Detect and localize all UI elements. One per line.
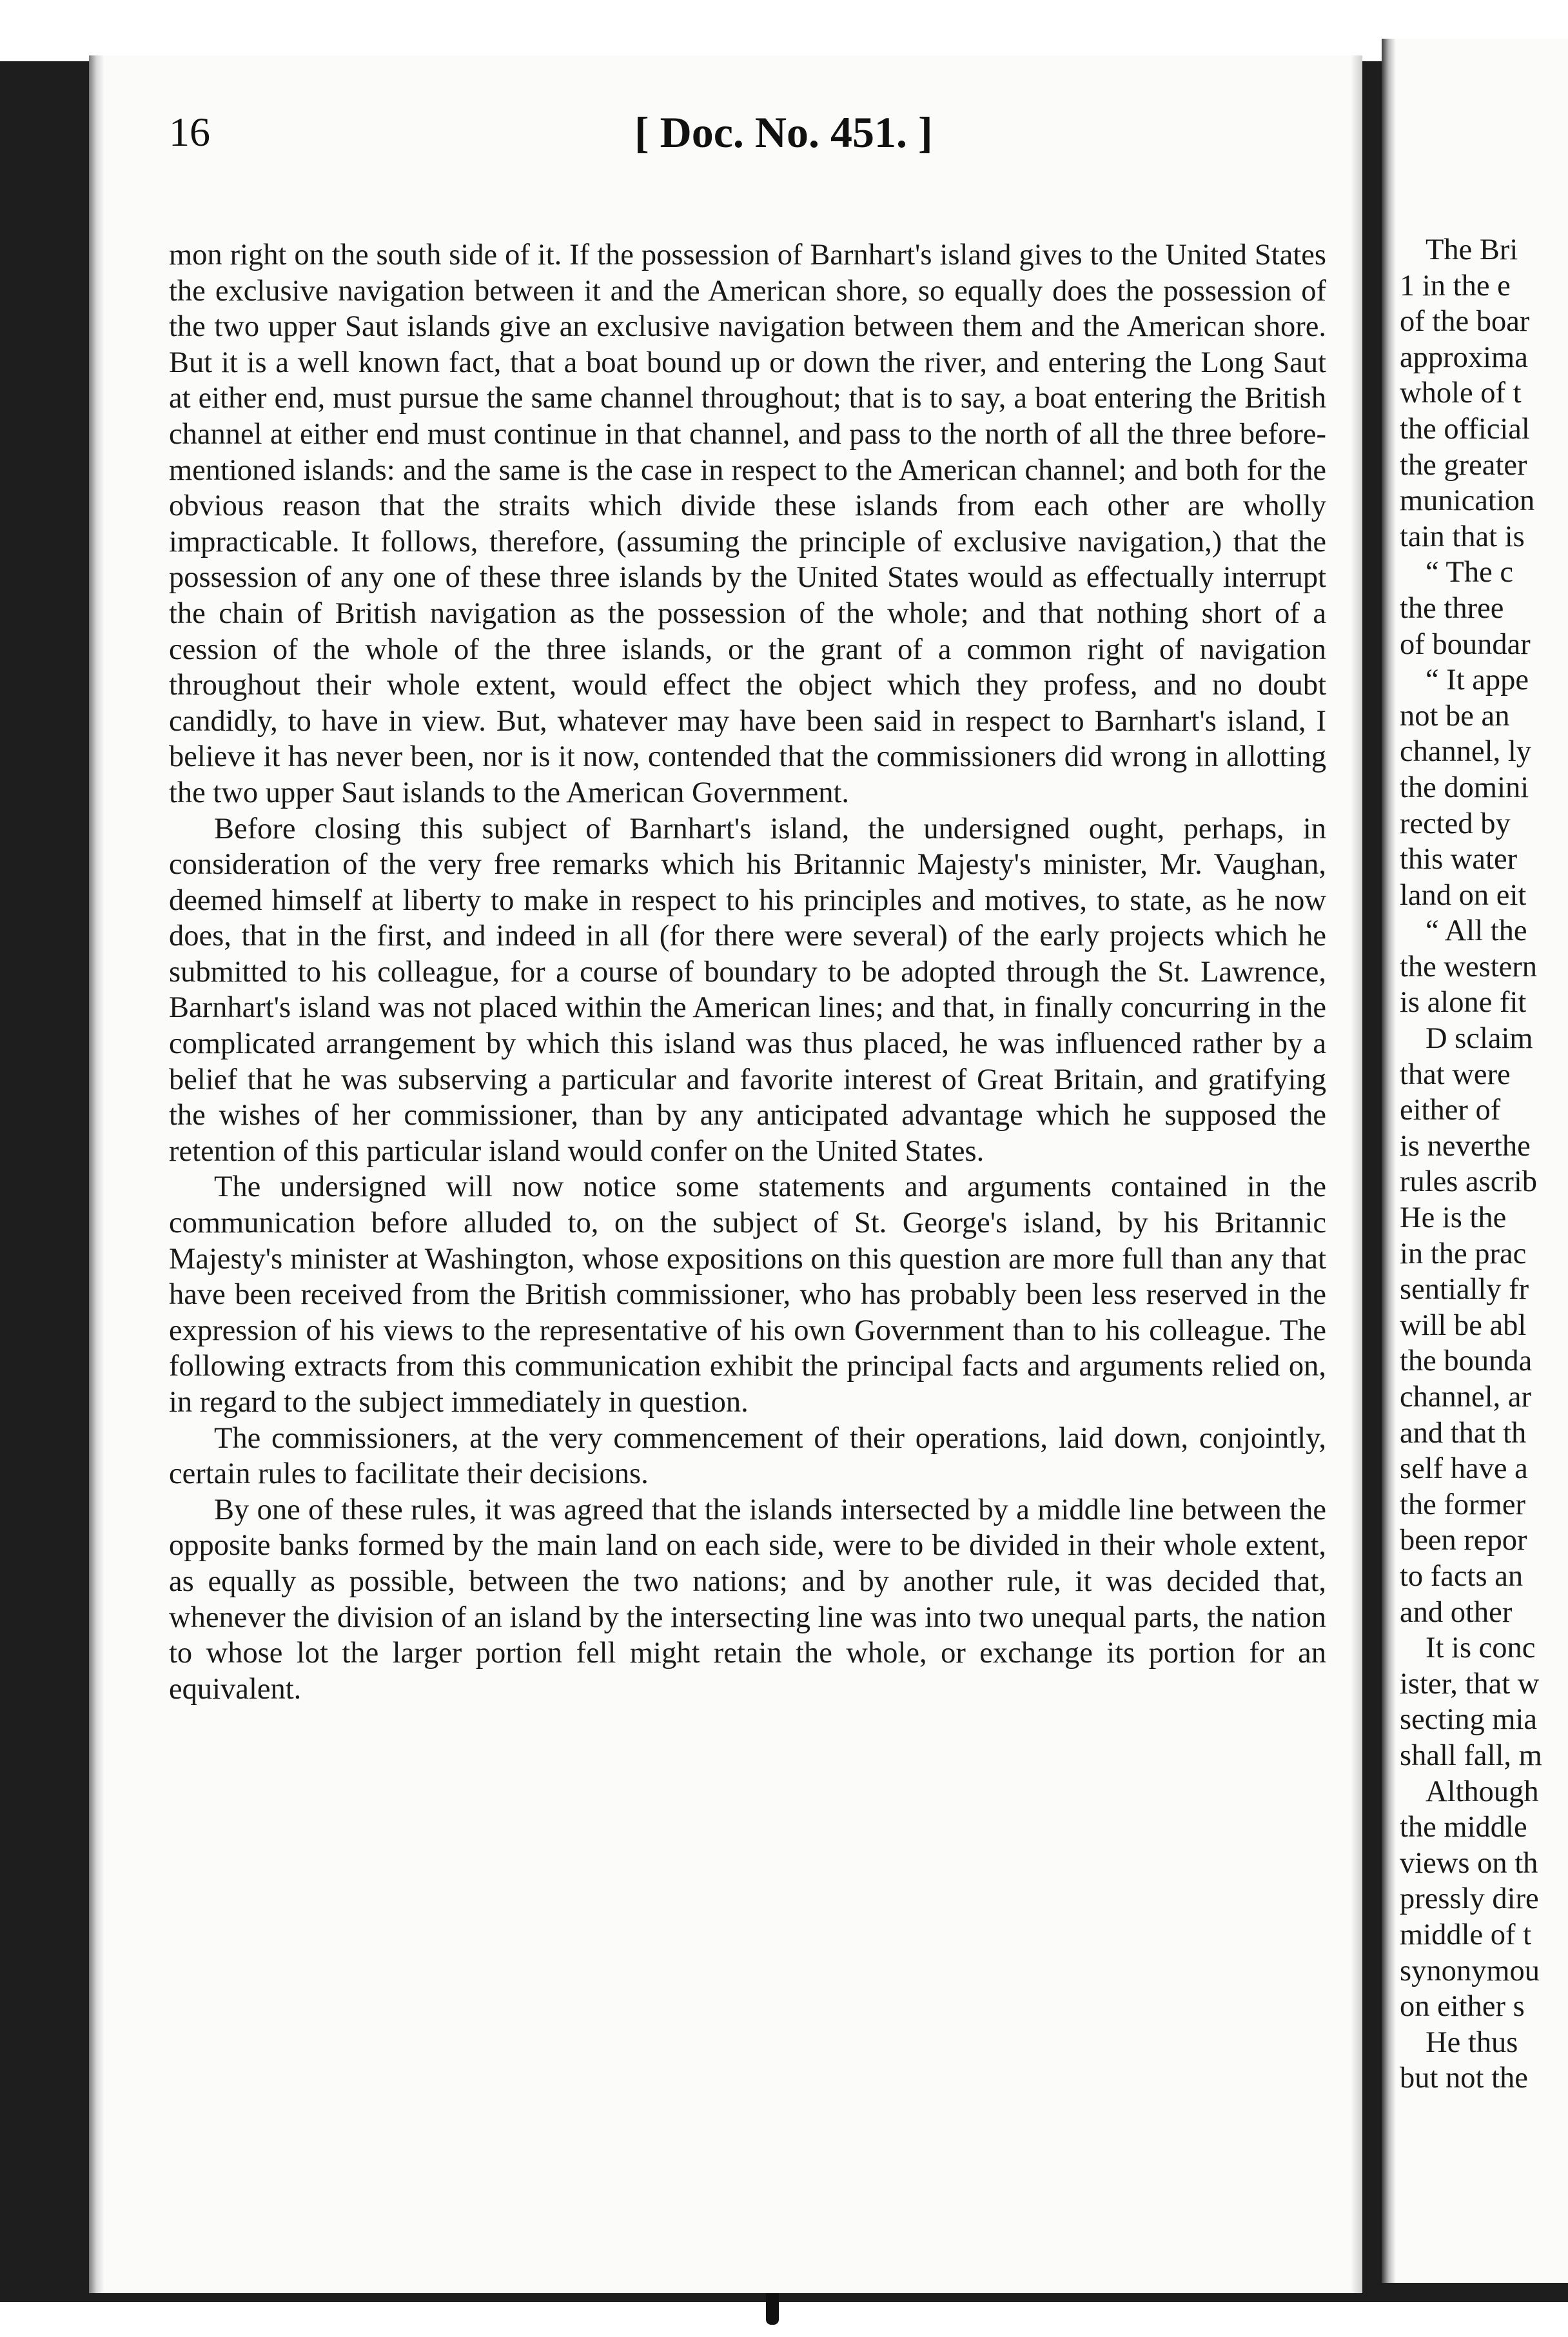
- facing-page: [1382, 39, 1568, 2283]
- facing-page-line: middle of t: [1400, 1918, 1532, 1951]
- facing-page-line: synonymou: [1400, 1954, 1540, 1987]
- facing-page-line: munication: [1400, 484, 1535, 518]
- facing-page-line: but not the: [1400, 2062, 1528, 2095]
- scan-border-top: [0, 0, 1568, 61]
- facing-page-line: the middle: [1400, 1811, 1527, 1844]
- facing-page-line: rected by: [1400, 807, 1511, 840]
- facing-page-line: been repor: [1400, 1524, 1527, 1557]
- facing-page-line: self have a: [1400, 1452, 1528, 1486]
- paragraph-3: The undersigned will now notice some statements and arguments contained in the communication before alluded to, on the subject of St. George's island, by his Britannic Majesty's minister at Washington, whose expositions on this question are more full than any that have been received from the British commissioner, who has probably been less reserved in the expression of his views to the representative of his own Government than to his colleague. The following extracts from this communication exhibit the principal facts and arguments relied on, in regard to the subject immediately in question.: [169, 1170, 1326, 1419]
- document-label: [ Doc. No. 451. ]: [634, 108, 933, 157]
- facing-page-line: either of: [1400, 1094, 1501, 1127]
- facing-page-line: of boundar: [1400, 627, 1531, 661]
- facing-page-line: is neverthe: [1400, 1129, 1531, 1163]
- facing-page-line: D sclaim: [1426, 1022, 1533, 1056]
- facing-page-line: the greater: [1400, 448, 1527, 482]
- facing-page-line: pressly dire: [1400, 1882, 1539, 1916]
- facing-page-line: the domini: [1400, 771, 1529, 804]
- facing-page-line: to facts an: [1400, 1559, 1524, 1593]
- facing-page-line: views on th: [1400, 1846, 1538, 1880]
- facing-page-line: in the prac: [1400, 1237, 1527, 1270]
- facing-page-line: It is conc: [1426, 1632, 1536, 1665]
- facing-page-line: “ It appe: [1426, 664, 1529, 697]
- facing-page-line: rules ascrib: [1400, 1165, 1538, 1199]
- facing-page-line: the bounda: [1400, 1345, 1533, 1378]
- facing-page-line: whole of t: [1400, 377, 1522, 410]
- facing-page-line: on either s: [1400, 1990, 1525, 2024]
- page-body: [169, 237, 1326, 1707]
- paragraph-1: mon right on the south side of it. If the possession of Barnhart's island gives to the United States the exclusive navigation between it and the American shore, so equally does the possession of the two upper Saut islands give an exclusive navigation between them and the American shore. But it is a well known fact, that a boat bound up or down the river, and entering the Long Saut at either end, must pursue the same channel throughout; that is to say, a boat entering the British channel at either end must continue in that channel, and pass to the north of all the three before-mentioned islands: and the same is the case in respect to the American channel; and both for the obvious reason that the straits which divide these islands from each other are wholly impracticable. It follows, therefore, (assuming the principle of exclusive navigation,) that the possession of any one of these three islands by the United States would as effectually interrupt the chain of British navigation as the possession of the whole; and that nothing short of a cession of the whole of the three islands, or the grant of a common right of navigation throughout their whole extent, would effect the object which they profess, and no doubt candidly, to have in view. But, whatever may have been said in respect to Barnhart's island, I believe it has never been, nor is it now, contended that the commissioners did wrong in allotting the two upper Saut islands to the American Government.: [169, 239, 1326, 809]
- facing-page-line: the former: [1400, 1488, 1525, 1521]
- facing-page-line: not be an: [1400, 699, 1510, 733]
- facing-page-line: The Bri: [1426, 233, 1518, 266]
- facing-page-line: shall fall, m: [1400, 1739, 1542, 1772]
- facing-page-line: is alone fit: [1400, 986, 1527, 1020]
- facing-page-line: He thus: [1426, 2026, 1518, 2059]
- facing-page-line: and that th: [1400, 1416, 1527, 1450]
- facing-page-line: and other: [1400, 1595, 1513, 1629]
- facing-page-line: channel, ly: [1400, 735, 1532, 769]
- paragraph-5: By one of these rules, it was agreed that the islands intersected by a middle line between the opposite banks formed by the main land on each side, were to be divided in their whole extent, as equally as possible, between the two nations; and by another rule, it was decided that, whenever the division of an island by the intersecting line was into two unequal parts, the nation to whose lot the larger portion fell might retain the whole, or exchange its portion for an equivalent.: [169, 1493, 1326, 1706]
- page-header: [169, 103, 1342, 161]
- facing-page-line: secting mia: [1400, 1703, 1538, 1737]
- facing-page-line: channel, ar: [1400, 1381, 1531, 1414]
- facing-page-line: that were: [1400, 1058, 1511, 1091]
- facing-page-line: He is the: [1400, 1201, 1507, 1235]
- facing-page-line: the western: [1400, 950, 1538, 983]
- facing-page-line: “ All the: [1426, 914, 1527, 948]
- facing-page-line: sentially fr: [1400, 1273, 1529, 1307]
- facing-page-line: “ The c: [1426, 556, 1513, 589]
- paragraph-2: Before closing this subject of Barnhart's island, the undersigned ought, perhaps, in consideration of the very free remarks which his Britannic Majesty's minister, Mr. Vaughan, deemed himself at liberty to make in respect to his principles and motives, to state, as he now does, that in the first, and indeed in all (for there were several) of the early projects which he submitted to his colleague, for a course of boundary to be adopted through the St. Lawrence, Barnhart's island was not placed within the American lines; and that, in finally concurring in the complicated arrangement by which this island was thus placed, he was influenced rather by a belief that he was subserving a particular and favorite interest of Great Britain, and gratifying the wishes of her commissioner, than by any anticipated advantage which he supposed the retention of this particular island would confer on the United States.: [169, 812, 1326, 1168]
- page-binding-edge: [89, 55, 104, 2293]
- facing-page-line: land on eit: [1400, 878, 1527, 912]
- facing-page-line: 1 in the e: [1400, 269, 1511, 302]
- facing-page-text: [1400, 232, 1568, 2096]
- paragraph-4: The commissioners, at the very commencement of their operations, laid down, conjointly, certain rules to facilitate their decisions.: [169, 1421, 1326, 1491]
- page-number: 16: [169, 109, 210, 155]
- facing-page-line: ister, that w: [1400, 1667, 1540, 1701]
- facing-page-line: Although: [1426, 1775, 1539, 1808]
- facing-page-line: of the boar: [1400, 305, 1530, 339]
- page-fold-edge: [1351, 55, 1362, 2293]
- facing-page-line: will be abl: [1400, 1308, 1527, 1342]
- facing-page-gutter: [1382, 39, 1396, 2283]
- facing-page-line: approxima: [1400, 340, 1528, 374]
- facing-page-line: tain that is: [1400, 520, 1525, 553]
- scan-border-bottom: [0, 2302, 1568, 2337]
- facing-page-line: the official: [1400, 412, 1530, 446]
- facing-page-line: this water: [1400, 843, 1518, 876]
- facing-page-line: the three: [1400, 591, 1504, 625]
